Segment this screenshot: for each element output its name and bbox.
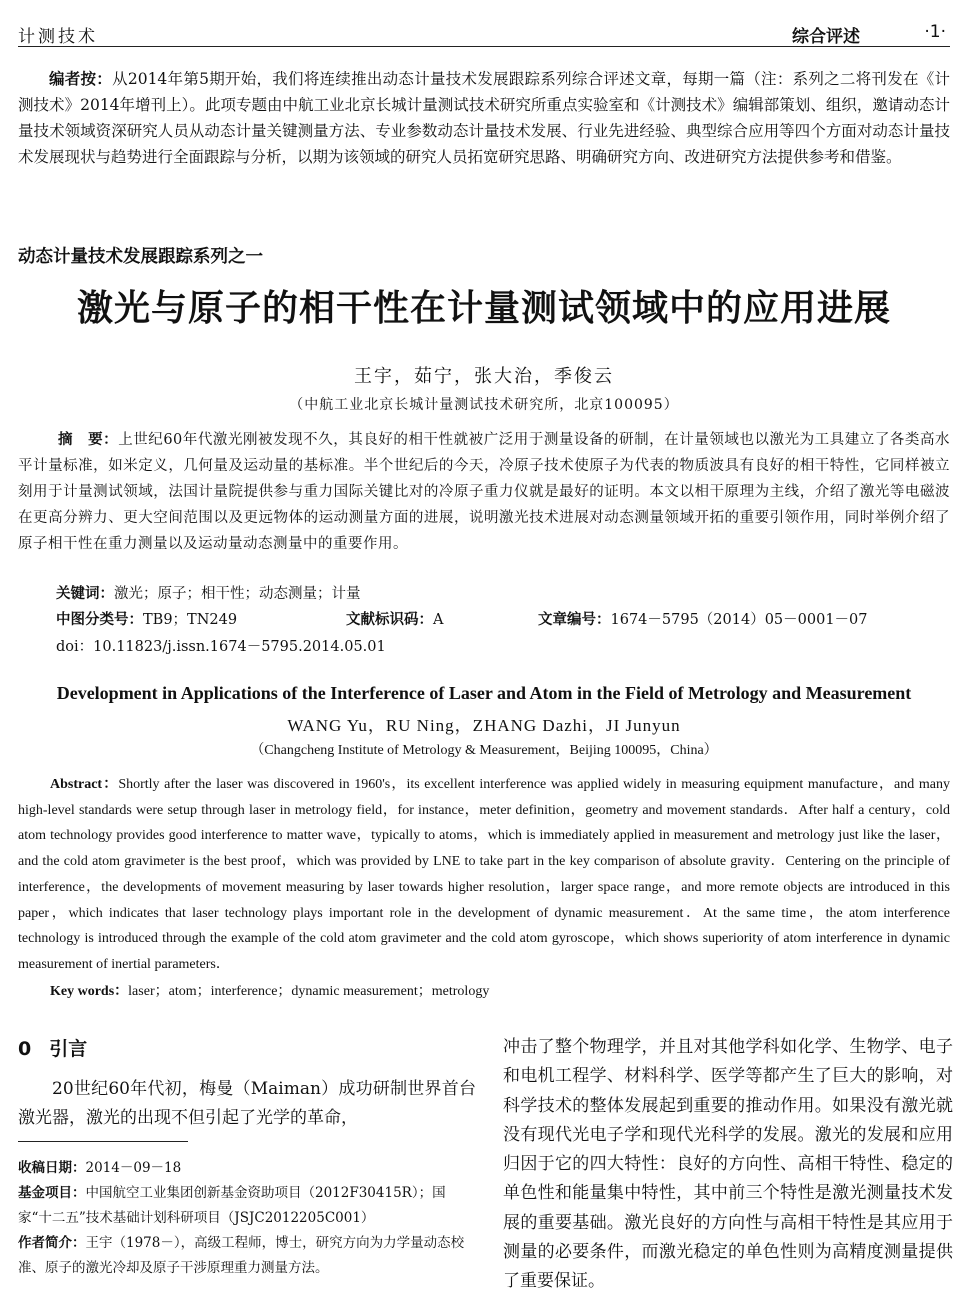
author-bio-label: 作者简介：: [18, 1235, 86, 1251]
clc-label: 中图分类号：: [56, 612, 143, 628]
doc-code-label: 文献标识码：: [346, 612, 433, 628]
classification-row: [56, 608, 936, 629]
running-header: [18, 18, 950, 47]
left-column: [18, 1034, 476, 1133]
footnote-divider: [18, 1141, 188, 1142]
author-bio-value: 王宇（1978－），高级工程师，博士，研究方向为力学量动态校准、原子的激光冷却及原子干涉原理重力测量方法。: [18, 1235, 465, 1276]
abstract-cn-label: 摘 要：: [58, 432, 119, 448]
english-authors: WANG Yu，RU Ning，ZHANG Dazhi，JI Junyun: [287, 716, 681, 735]
abstract-cn: [18, 427, 950, 557]
doi: doi：10.11823/j.issn.1674－5795.2014.05.01: [56, 639, 386, 655]
authors: 王宇，茹宁，张大治，季俊云: [354, 366, 614, 387]
fund-label: 基金项目：: [18, 1185, 86, 1201]
footnote-received: [18, 1156, 476, 1181]
english-affiliation: （Changcheng Institute of Metrology & Measurement，Beijing 100095，China）: [250, 743, 718, 758]
article-number-label: 文章编号：: [538, 612, 611, 628]
page-number: ·1·: [924, 22, 946, 42]
keywords-cn-label: 关键词：: [56, 586, 114, 602]
clc-value: TB9；TN249: [143, 612, 238, 628]
affiliation: （中航工业北京长城计量测试技术研究所，北京100095）: [289, 397, 679, 413]
footnote-fund: [18, 1181, 476, 1231]
english-title: Development in Applications of the Interference of Laser and Atom in the Field of Metrology and Measurement: [56, 683, 912, 703]
series-title: 动态计量技术发展跟踪系列之一: [18, 247, 263, 267]
abstract-cn-text: 上世纪60年代激光刚被发现不久，其良好的相干性就被广泛用于测量设备的研制，在计量领域也以激光为工具建立了各类高水平计量标准，如米定义，几何量及运动量的基标准。半个世纪后的今天，冷原子技术使原子为代表的物质波具有良好的相干特性，它同样被立刻用于计量测试领域，法国计量院提供参与重力国际关键比对的冷原子重力仪就是最好的证明。本文以相干原理为主线，介绍了激光等电磁波在更高分辨力、更大空间范围以及更远物体的运动测量方面的进展，说明激光技术进展对动态测量领域开拓的重要引领作用，同时举例介绍了原子相干性在重力测量以及运动量动态测量中的重要作用。: [18, 432, 951, 552]
doc-code-value: A: [433, 612, 444, 628]
keywords-cn: [56, 582, 361, 603]
editor-note: [18, 66, 950, 170]
received-value: 2014－09－18: [85, 1160, 182, 1176]
footnote-author: [18, 1231, 476, 1281]
section-number: 0: [18, 1038, 32, 1060]
editor-note-label: 编者按：: [49, 70, 113, 88]
keywords-cn-text: 激光；原子；相干性；动态测量；计量: [114, 586, 361, 602]
section-title: 引言: [49, 1038, 88, 1060]
abstract-en: [18, 772, 950, 978]
footnotes: [18, 1156, 476, 1281]
abstract-en-label: Abstract：: [50, 777, 119, 792]
abstract-en-text: Shortly after the laser was discovered in 1960's，its excellent interference was applied widely in measuring equipment manufacture，and many high-level standards were setup through laser in metrology field，for instance，meter definition，geometry and movement standards．After half a century，cold atom technology provides good interference to matter wave，typically to atoms，which is immediately applied in measurement and metrology just like the laser，and the cold atom gravimeter is the best proof，which was provided by LNE to take part in the key comparison of absolute gravity．Centering on the principle of interference，the developments of movement measuring by laser towards higher resolution，larger space range，and more remote objects are introduced in this paper，which indicates that laser technology plays important role in the development of dynamic measurement．At the same time，the atom interference technology is introduced through the example of the cold atom gravimeter and the cold atom gyroscope，which shows superiority of atom interference in dynamic measurement of inertial parameters．: [18, 777, 950, 972]
fund-value: 中国航空工业集团创新基金资助项目（2012F30415R）；国家“十二五”技术基础计划科研项目（JSJC2012205C001）: [18, 1185, 446, 1226]
intro-paragraph-left: 20世纪60年代初，梅曼（Maiman）成功研制世界首台激光器，激光的出现不但引起了光学的革命，: [18, 1079, 476, 1128]
keywords-en-label: Key words：: [50, 984, 129, 999]
section-name: 综合评述: [792, 27, 860, 47]
keywords-en-text: laser；atom；interference；dynamic measurement；metrology: [128, 984, 490, 999]
article-number-value: 1674－5795（2014）05－0001－07: [610, 612, 868, 628]
intro-paragraph-right: 冲击了整个物理学，并且对其他学科如化学、生物学、电子和电机工程学、材料科学、医学等都产生了巨大的影响，对科学技术的整体发展起到重要的推动作用。如果没有激光就没有现代光电子学和现代光科学的发展。激光的发展和应用归因于它的四大特性：良好的方向性、高相干特性、稳定的单色性和能量集中特性，其中前三个特性是激光测量技术发展的重要基础。激光良好的方向性与高相干特性是其应用于测量的必要条件，而激光稳定的单色性则为高精度测量提供了重要保证。: [503, 1037, 953, 1292]
received-label: 收稿日期：: [18, 1160, 86, 1176]
keywords-en: [50, 980, 489, 1000]
section-heading: [18, 1034, 476, 1061]
journal-name: 计测技术: [18, 27, 98, 47]
article-title: 激光与原子的相干性在计量测试领域中的应用进展: [76, 288, 891, 329]
editor-note-text: 从2014年第5期开始，我们将连续推出动态计量技术发展跟踪系列综合评述文章，每期一篇（注：系列之二将刊发在《计测技术》2014年增刊上）。此项专题由中航工业北京长城计量测试技术研究所重点实验室和《计测技术》编辑部策划、组织，邀请动态计量技术领域资深研究人员从动态计量关键测量方法、专业参数动态计量技术发展、行业先进经验、典型综合应用等四个方面对动态计量技术发展现状与趋势进行全面跟踪与分析，以期为该领域的研究人员拓宽研究思路、明确研究方向、改进研究方法提供参考和借鉴。: [18, 70, 950, 166]
